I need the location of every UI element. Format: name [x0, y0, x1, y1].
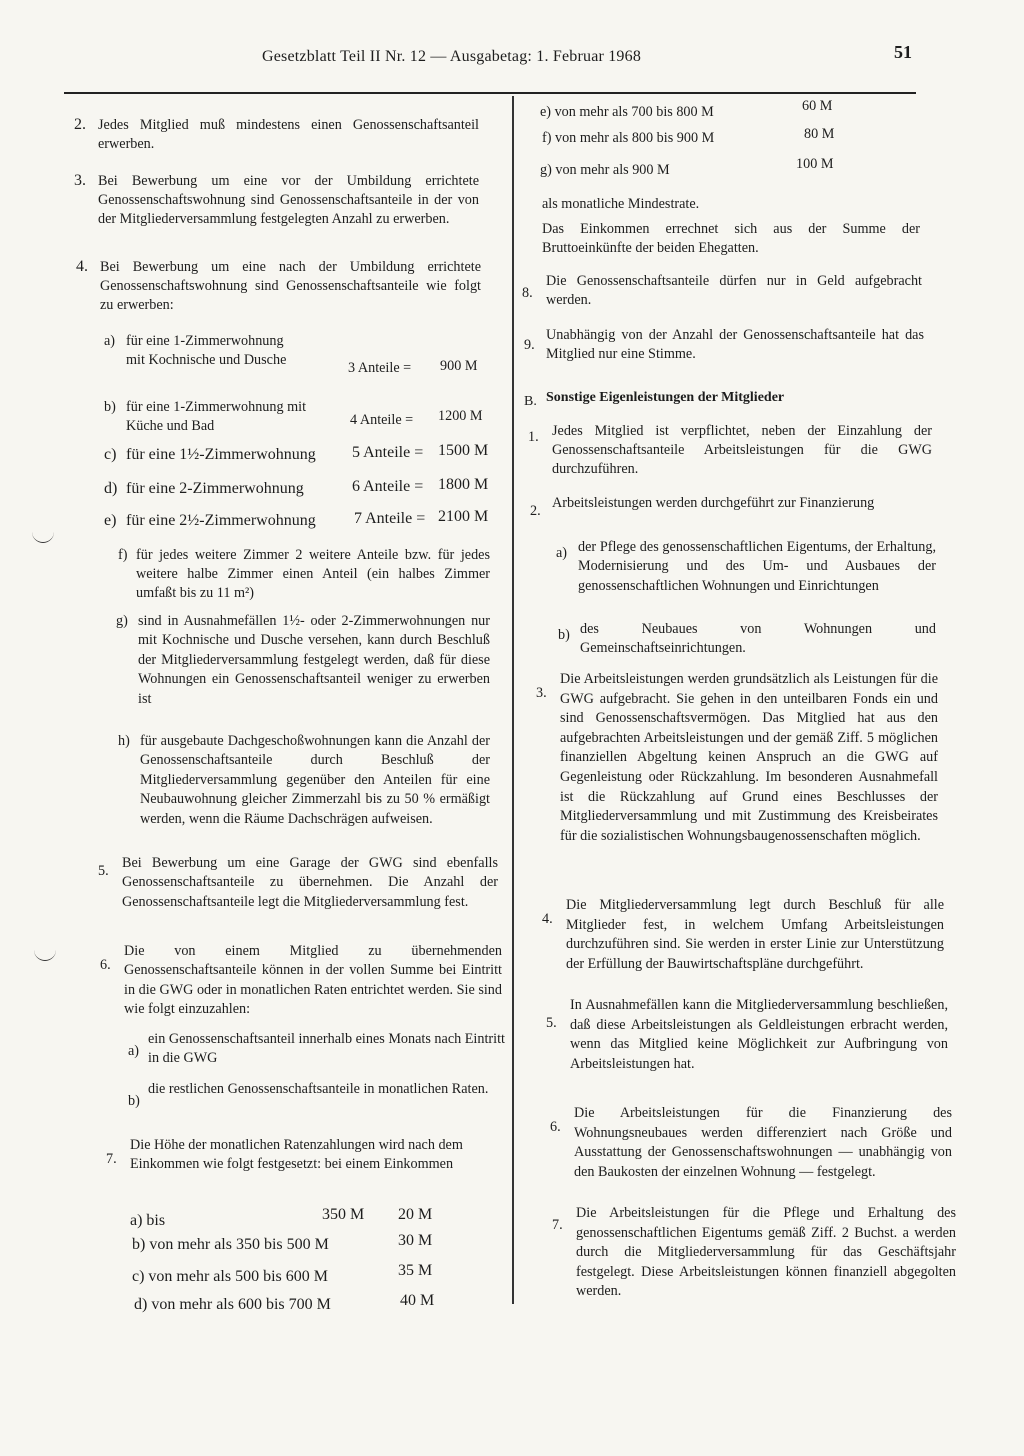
paragraph-number: 5.	[98, 863, 109, 879]
share-amount: 1800 M	[438, 476, 489, 493]
item-letter: a)	[104, 333, 116, 349]
paragraph-text: Bei Bewerbung um eine vor der Umbildung errichtete Genossenschaftswohnung sind Genossenschaftsanteile in der von der Mitgliederversammlung festgelegten Anzahl zu erwerben.	[98, 173, 479, 227]
item-letter: h)	[118, 733, 130, 749]
paragraph-2	[74, 116, 479, 154]
paragraph-number: 6.	[550, 1119, 561, 1135]
section-b-item-7	[552, 1204, 956, 1302]
item-letter: d)	[104, 480, 118, 497]
page-number: 51	[894, 42, 912, 62]
section-b-item-4	[542, 896, 944, 974]
margin-mark	[32, 530, 54, 543]
item-text: für eine 1½-Zimmerwohnung	[126, 446, 316, 463]
paragraph-text: Die Arbeitsleistungen werden grundsätzlich als Leistungen für die GWG aufgebracht. Sie gehen in den unteilbaren Fonds ein und sind Genossenschaftsvermögen. Das Mitglied hat aus den aufgebrachten Arbeitsleistungen und der gemäß Ziff. 5 möglichen finanziellen Abgeltung keinen Anspruch an die GWG auf Gegenleistung oder Rückzahlung. Im besonderen Ausnahmefall ist die Rückzahlung auf Grund eines Beschlusses der Mitgliederversammlung und mit Zustimmung des Kreisbeirates für die sozialistischen Wohnungsbaugenossenschaften möglich.	[560, 671, 938, 844]
item-text: für eine 1-Zimmerwohnung mit Küche und Bad	[126, 399, 307, 434]
paragraph-text: Die Mitgliederversammlung legt durch Beschluß für alle Mitglieder fest, in welchem Umfang Arbeitsleistungen durchzuführen sind. Sie werden in erster Linie zur Unterstützung der Erfüllung der Bauwirtschaftspläne durchgeführt.	[566, 897, 944, 972]
item-text: für ausgebaute Dachgeschoßwohnungen kann die Anzahl der Genossenschaftsanteile durch Beschluß der Mitgliederversammlung gegenüber den Anteilen für eine Neubauwohnung gleicher Zimmerzahl bis zu 50 % ermäßigt werden, wenn die Räume Dachschrägen aufweisen.	[140, 733, 490, 827]
paragraph-text: Unabhängig von der Anzahl der Genossenschaftsanteile hat das Mitglied nur eine Stimme.	[546, 327, 924, 362]
paragraph-number: 3.	[536, 685, 547, 701]
paragraph-number: 6.	[100, 957, 111, 973]
paragraph-number: 7.	[552, 1217, 563, 1233]
item-letter: b)	[128, 1093, 140, 1109]
share-count: 5 Anteile =	[352, 444, 424, 461]
minimum-rate-note: als monatliche Mindestrate.	[542, 196, 700, 212]
section-title: Sonstige Eigenleistungen der Mitglieder	[546, 390, 785, 405]
paragraph-7	[106, 1136, 510, 1174]
income-label: e) von mehr als 700 bis 800 M	[540, 104, 714, 120]
section-b-item-6	[550, 1104, 952, 1182]
item-text: für eine 2½-Zimmerwohnung	[126, 512, 316, 529]
section-b-item-5	[546, 996, 948, 1074]
income-rate: 40 M	[400, 1292, 435, 1309]
financing-item-b	[558, 620, 936, 659]
paragraph-number: 2.	[74, 116, 86, 133]
section-b-item-3	[536, 670, 938, 846]
installment-item-a	[128, 1030, 508, 1069]
item-letter: f)	[118, 547, 128, 563]
income-rate: 30 M	[398, 1232, 433, 1249]
column-rule	[512, 96, 514, 1304]
income-label: f) von mehr als 800 bis 900 M	[542, 130, 715, 146]
paragraph-text: Arbeitsleistungen werden durchgeführt zur Finanzierung	[552, 495, 875, 511]
paragraph-9	[524, 326, 924, 364]
section-b-item-2	[530, 494, 934, 519]
installment-item-b	[128, 1080, 508, 1109]
item-text: des Neubaues von Wohnungen und Gemeinschaftseinrichtungen.	[580, 621, 936, 657]
income-rate: 35 M	[398, 1262, 433, 1279]
income-calculation-note: Das Einkommen errechnet sich aus der Summe der Bruttoeinkünfte der beiden Ehegatten.	[542, 221, 920, 256]
share-count: 7 Anteile =	[354, 510, 426, 527]
item-letter: e)	[104, 512, 117, 529]
share-amount: 1200 M	[438, 408, 483, 424]
paragraph-text: Die Arbeitsleistungen für die Finanzierung des Wohnungsneubaues werden differenziert nach Größe und Ausstattung der Genossenschaftswohnungen — unabhängig von den Baukosten der einzelnen Wohnung — festgelegt.	[574, 1105, 952, 1180]
share-item-g	[116, 612, 490, 709]
header-title: Gesetzblatt Teil II Nr. 12 — Ausgabetag: 1. Februar 1968	[262, 48, 642, 65]
paragraph-text: Jedes Mitglied ist verpflichtet, neben der Einzahlung der Genossenschaftsanteile Arbeitsleistungen für die GWG durchzuführen.	[552, 423, 932, 477]
section-letter: B.	[524, 394, 537, 409]
paragraph-number: 2.	[530, 503, 541, 519]
item-text: sind in Ausnahmefällen 1½- oder 2-Zimmerwohnungen nur mit Kochnische und Dusche versehen, kann durch Beschluß der Mitgliederversammlung festgelegt werden, daß für diese Wohnungen ein Genossenschaftsanteil weniger zu erwerben ist	[138, 613, 490, 707]
paragraph-number: 5.	[546, 1015, 557, 1031]
section-b-item-1	[528, 422, 932, 479]
share-item-h	[118, 732, 490, 829]
paragraph-5	[98, 854, 498, 912]
paragraph-text: Jedes Mitglied muß mindestens einen Genossenschaftsanteil erwerben.	[98, 117, 479, 152]
income-rate: 20 M	[398, 1206, 433, 1223]
item-letter: b)	[104, 399, 116, 415]
paragraph-text: Die Genossenschaftsanteile dürfen nur in Geld aufgebracht werden.	[546, 273, 922, 308]
paragraph-number: 8.	[522, 285, 533, 301]
paragraph-text: Bei Bewerbung um eine Garage der GWG sind ebenfalls Genossenschaftsanteile zu übernehmen. Die Anzahl der Genossenschaftsanteile legt die Mitgliederversammlung fest.	[122, 855, 498, 910]
margin-mark	[34, 948, 56, 961]
share-count: 3 Anteile =	[348, 360, 412, 376]
page-header	[262, 42, 912, 72]
paragraph-text: Die von einem Mitglied zu übernehmenden Genossenschaftsanteile können in der vollen Summe bei Eintritt in die GWG oder in monatlichen Raten entrichtet werden. Sie sind wie folgt einzuzahlen:	[124, 943, 502, 1018]
income-rate: 80 M	[804, 126, 835, 142]
income-label: a) bis	[130, 1212, 166, 1229]
share-amount: 900 M	[440, 358, 478, 374]
income-label: c) von mehr als 500 bis 600 M	[132, 1268, 328, 1285]
paragraph-number: 9.	[524, 337, 535, 353]
share-item-a	[104, 332, 344, 370]
share-amount: 2100 M	[438, 508, 489, 525]
income-label: b) von mehr als 350 bis 500 M	[132, 1236, 329, 1253]
share-item-f	[118, 546, 490, 603]
item-letter: c)	[104, 446, 117, 463]
share-amount: 1500 M	[438, 442, 489, 459]
item-text: der Pflege des genossenschaftlichen Eigentums, der Erhaltung, Modernisierung und des Um- und Ausbaues der genossenschaftlichen Wohnungen und Einrichtungen	[578, 539, 936, 594]
financing-item-a	[556, 538, 936, 596]
paragraph-number: 4.	[76, 258, 88, 275]
paragraph-text: Bei Bewerbung um eine nach der Umbildung errichtete Genossenschaftswohnung sind Genossenschaftsanteile wie folgt zu erwerben:	[100, 259, 481, 313]
item-letter: a)	[556, 545, 568, 561]
item-text: für eine 1-Zimmerwohnung mit Kochnische und Dusche	[126, 333, 287, 368]
item-text: die restlichen Genossenschaftsanteile in monatlichen Raten.	[148, 1081, 489, 1097]
income-rate: 60 M	[802, 98, 833, 114]
item-letter: g)	[116, 613, 128, 629]
item-text: für jedes weitere Zimmer 2 weitere Anteile bzw. für jedes weitere halbe Zimmer einen Anteil (ein halbes Zimmer umfaßt bis zu 11 m²)	[136, 547, 490, 601]
income-limit: 350 M	[322, 1206, 365, 1223]
paragraph-number: 7.	[106, 1151, 117, 1167]
income-label: d) von mehr als 600 bis 700 M	[134, 1296, 331, 1313]
paragraph-number: 3.	[74, 172, 86, 189]
share-count: 6 Anteile =	[352, 478, 424, 495]
paragraph-8	[522, 272, 922, 310]
item-text: für eine 2-Zimmerwohnung	[126, 480, 304, 497]
item-letter: a)	[128, 1043, 140, 1059]
paragraph-6	[100, 942, 502, 1020]
header-rule	[64, 92, 916, 94]
income-label: g) von mehr als 900 M	[540, 162, 670, 178]
paragraph-number: 1.	[528, 429, 539, 445]
item-text: ein Genossenschaftsanteil innerhalb eines Monats nach Eintritt in die GWG	[148, 1031, 505, 1067]
paragraph-number: 4.	[542, 911, 553, 927]
paragraph-text: Die Arbeitsleistungen für die Pflege und Erhaltung des genossenschaftlichen Eigentums gemäß Ziff. 2 Buchst. a werden durch die Mitgliederversammlung für das Geschäftsjahr festgelegt. Diese Arbeitsleistungen können finanziell abgegolten werden.	[576, 1205, 956, 1300]
share-count: 4 Anteile =	[350, 412, 414, 428]
paragraph-text: Die Höhe der monatlichen Ratenzahlungen wird nach dem Einkommen wie folgt festgesetzt: bei einem Einkommen	[130, 1137, 463, 1172]
item-letter: b)	[558, 627, 570, 643]
paragraph-3	[74, 172, 479, 229]
share-item-b	[104, 398, 344, 436]
paragraph-text: In Ausnahmefällen kann die Mitgliederversammlung beschließen, daß diese Arbeitsleistungen als Geldleistungen erbracht werden, wenn das Mitglied keine Möglichkeit zur Aufbringung von Arbeitsleistungen hat.	[570, 997, 948, 1072]
paragraph-4	[76, 258, 481, 315]
income-rate: 100 M	[796, 156, 834, 172]
